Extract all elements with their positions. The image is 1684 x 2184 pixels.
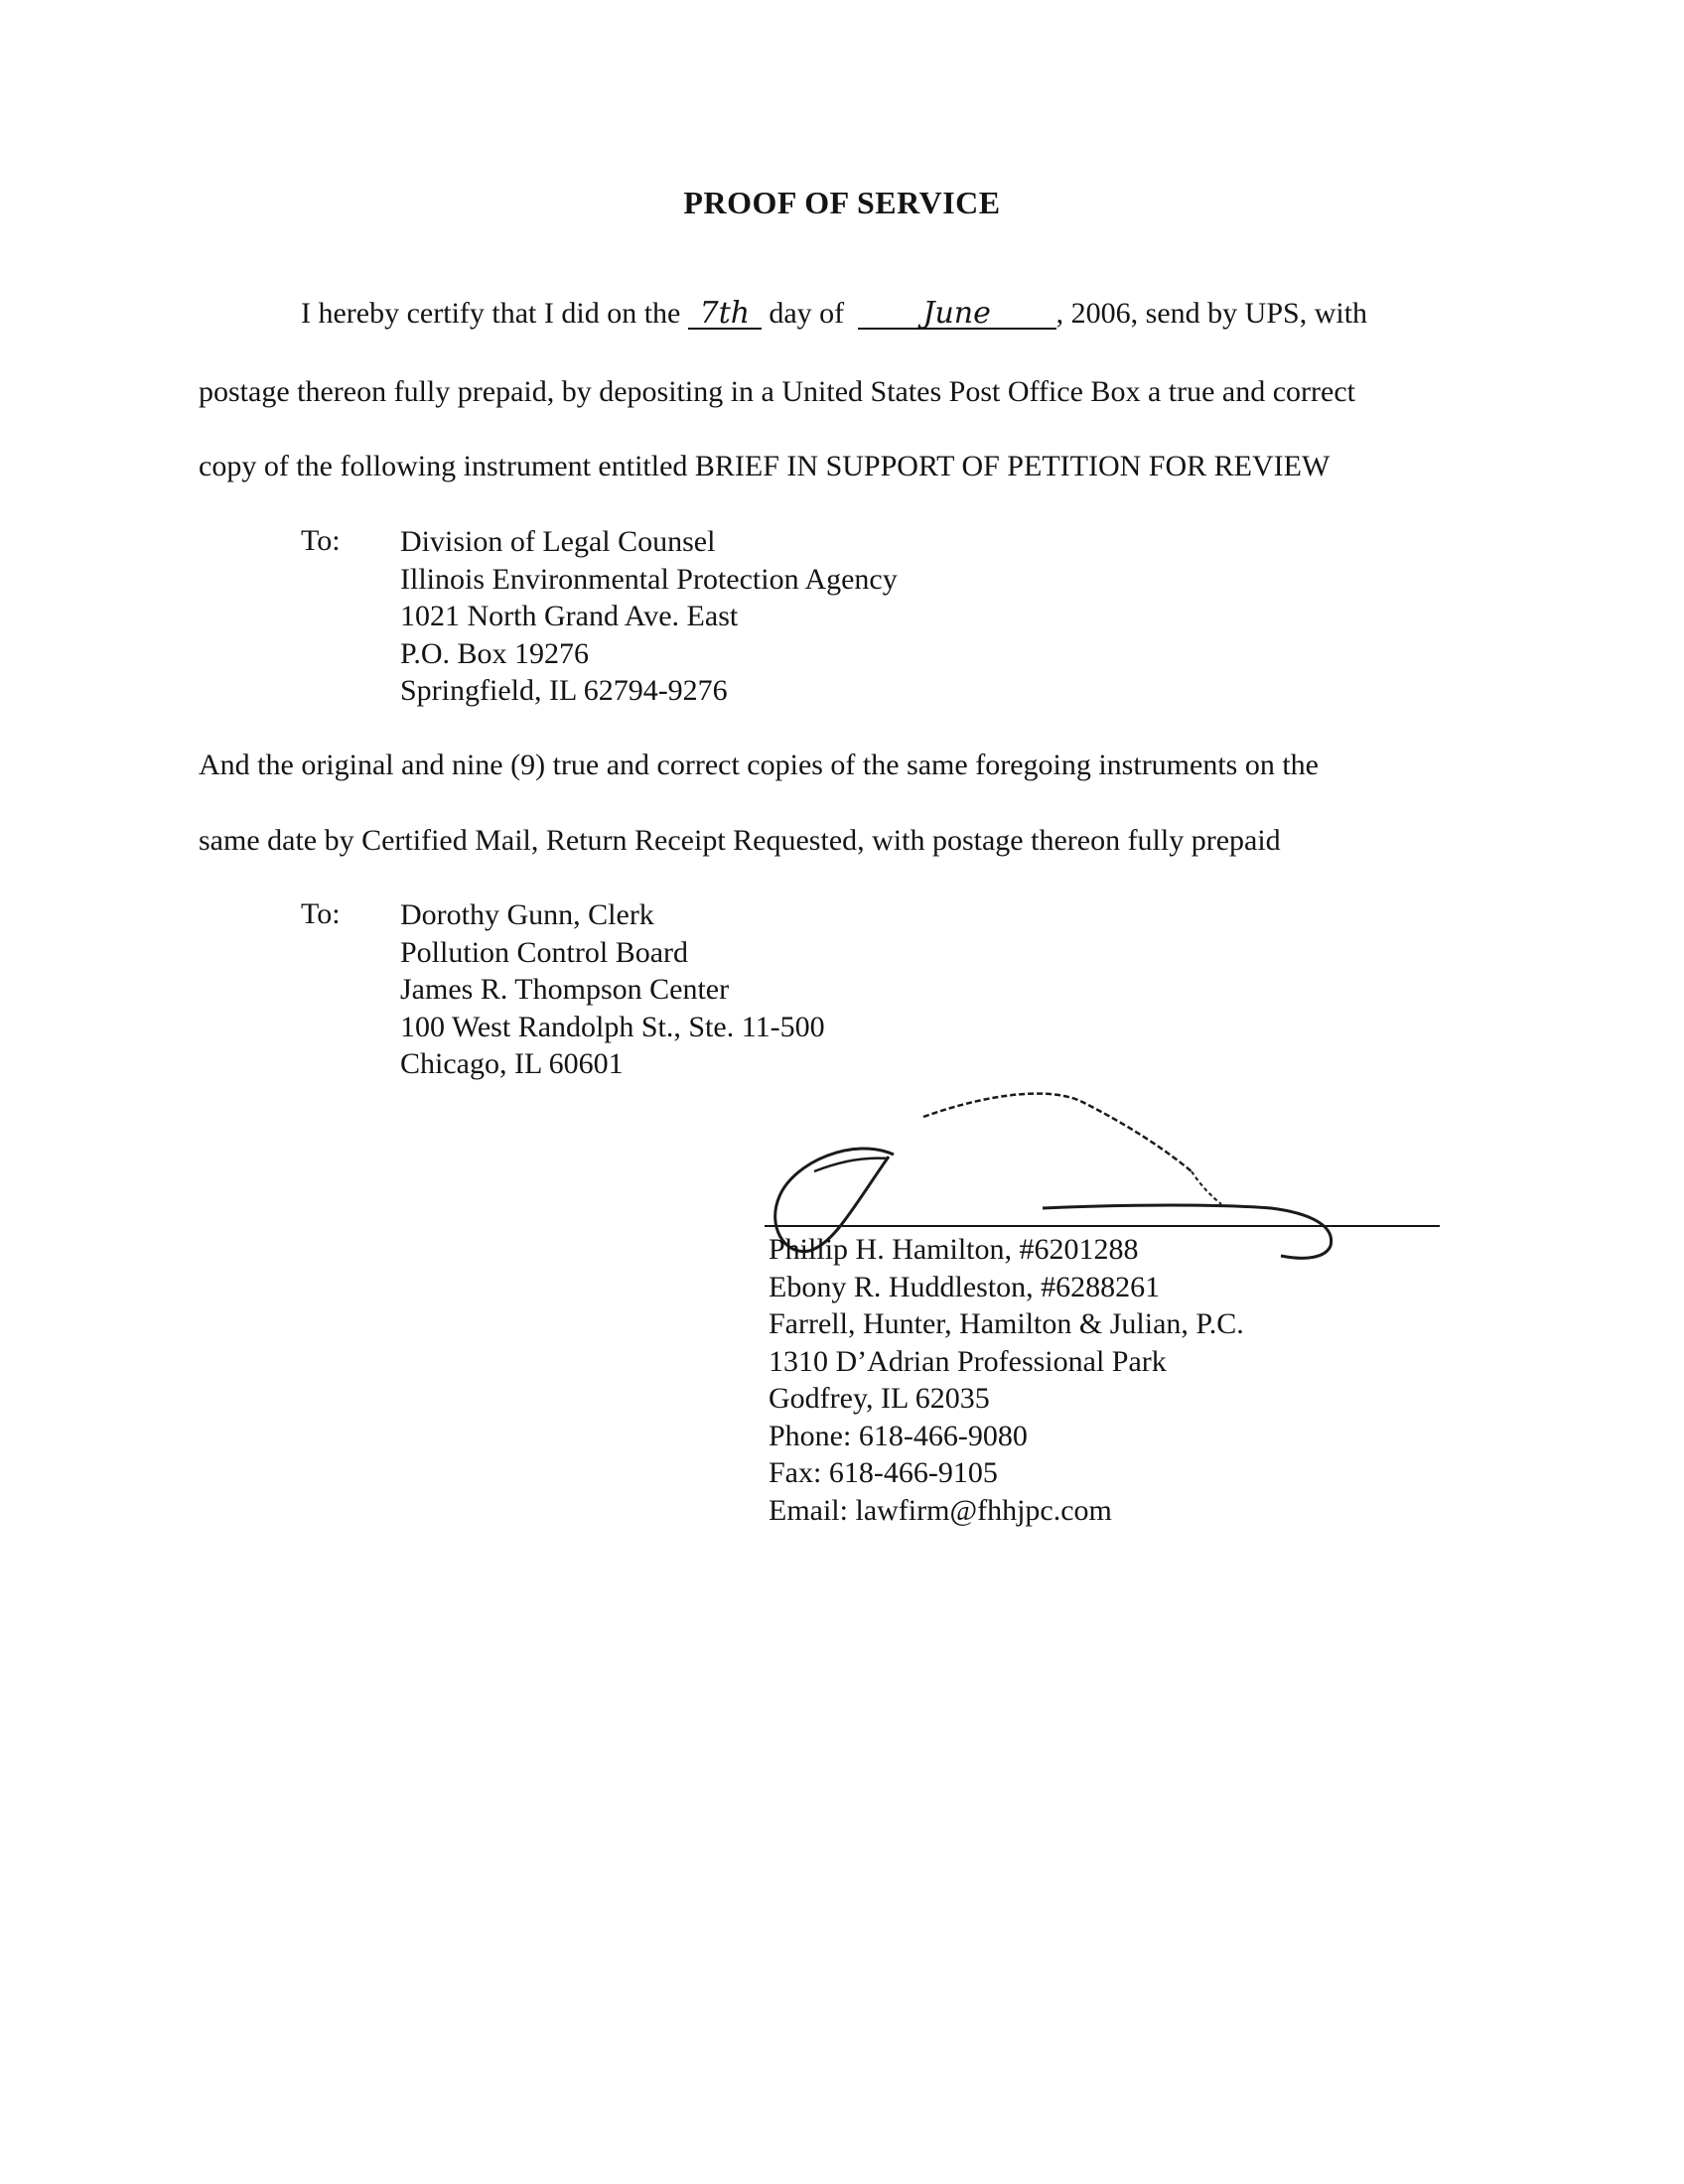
recipient1-address — [400, 523, 898, 710]
paragraph1-line3: copy of the following instrument entitled BRIEF IN SUPPORT OF PETITION FOR REVIEW — [199, 450, 1331, 482]
address-line: Pollution Control Board — [400, 935, 689, 969]
recipient2-label: To: — [301, 897, 341, 930]
recipient2-address — [400, 896, 825, 1083]
address-line: P.O. Box 19276 — [400, 636, 590, 670]
paragraph1-line2: postage thereon fully prepaid, by depositing in a United States Post Office Box a true and correct — [199, 375, 1355, 408]
address-line: 1021 North Grand Ave. East — [400, 600, 739, 632]
certify-prefix: I hereby certify that I did on the — [301, 297, 681, 330]
address-line: Division of Legal Counsel — [400, 525, 716, 558]
address-line: 100 West Randolph St., Ste. 11-500 — [400, 1010, 825, 1043]
signatory-line: Ebony R. Huddleston, #6288261 — [769, 1270, 1161, 1303]
signatory-block — [769, 1231, 1244, 1529]
address-line: Springfield, IL 62794-9276 — [400, 674, 728, 707]
paragraph2-line2: same date by Certified Mail, Return Receipt Requested, with postage thereon fully prepaid — [199, 824, 1281, 857]
recipient1-label: To: — [301, 524, 341, 557]
certify-suffix: , 2006, send by UPS, with — [1055, 297, 1368, 330]
address-line: Chicago, IL 60601 — [400, 1047, 624, 1080]
address-line: Illinois Environmental Protection Agency — [400, 562, 898, 596]
signatory-line: Phone: 618-466-9080 — [769, 1419, 1028, 1452]
address-line: Dorothy Gunn, Clerk — [400, 898, 654, 931]
certify-mid: day of — [769, 297, 845, 330]
document-title: PROOF OF SERVICE — [683, 185, 1001, 220]
signatory-line: 1310 D’Adrian Professional Park — [769, 1344, 1167, 1378]
signatory-line: Fax: 618-466-9105 — [769, 1456, 998, 1489]
signatory-line: Email: lawfirm@fhhjpc.com — [769, 1493, 1112, 1527]
address-line: James R. Thompson Center — [400, 973, 730, 1006]
paragraph2-line1: And the original and nine (9) true and correct copies of the same foregoing instruments on the — [199, 749, 1319, 781]
signatory-line: Phillip H. Hamilton, #6201288 — [769, 1233, 1139, 1266]
signatory-line: Godfrey, IL 62035 — [769, 1382, 990, 1415]
signatory-line: Farrell, Hunter, Hamilton & Julian, P.C. — [769, 1307, 1244, 1340]
certify-line — [301, 296, 1367, 332]
handwritten-month: June — [858, 300, 1056, 330]
handwritten-day: 7th — [688, 300, 762, 330]
